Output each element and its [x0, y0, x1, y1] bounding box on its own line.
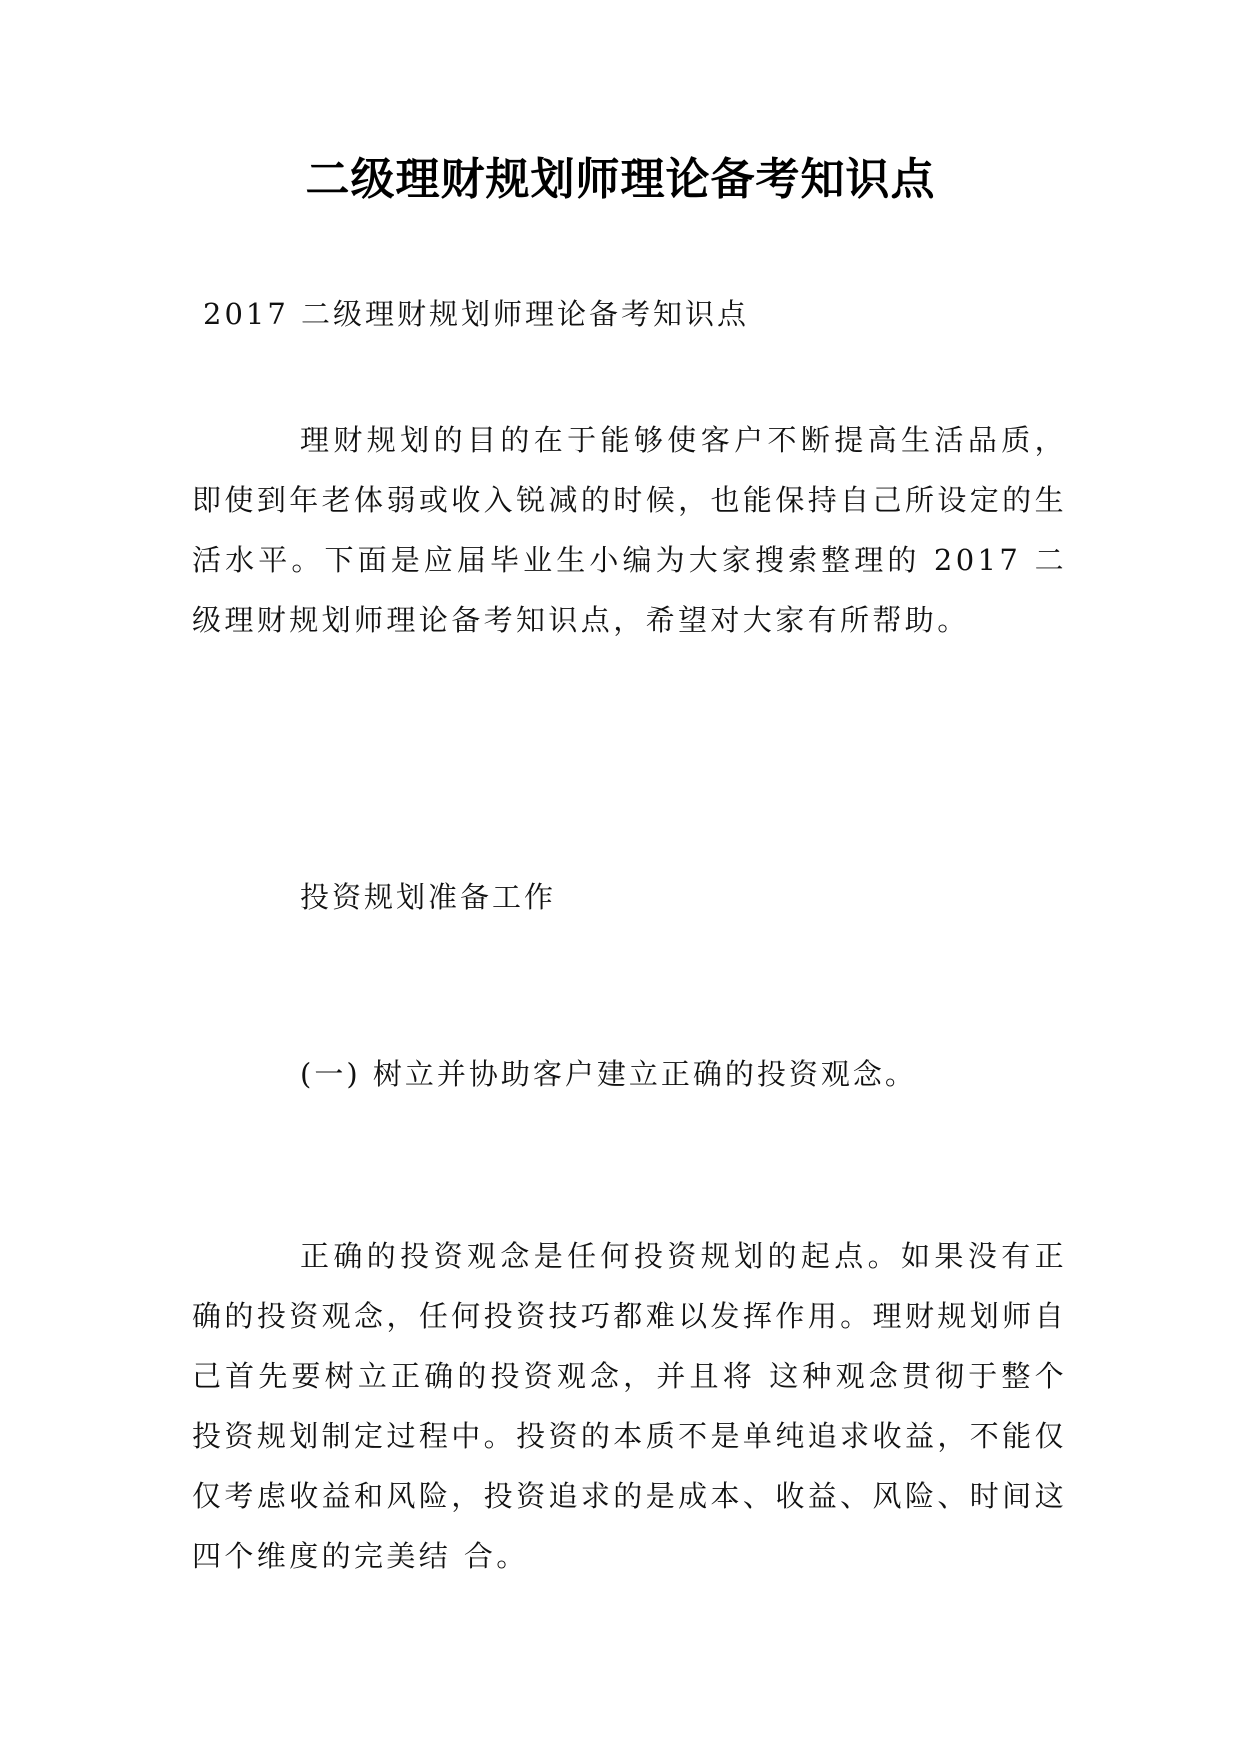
intro-paragraph: 理财规划的目的在于能够使客户不断提高生活品质，即使到年老体弱或收入锐减的时候，也能保持自己所设定的生活水平。下面是应届毕业生小编为大家搜索整理的 2017 二级理财规划师理论备考知识点，希望对大家有所帮助。: [192, 423, 1067, 637]
section-heading: 投资规划准备工作: [300, 880, 557, 914]
body-paragraph: 正确的投资观念是任何投资规划的起点。如果没有正确的投资观念，任何投资技巧都难以发挥作用。理财规划师自己首先要树立正确的投资观念，并且将 这种观念贯彻于整个投资规划制定过程中。投资的本质不是单纯追求收益，不能仅仅考虑收益和风险，投资追求的是成本、收益、风险、时间这四个维度的完美结 合。: [192, 1239, 1067, 1573]
subsection-heading: (一) 树立并协助客户建立正确的投资观念。: [300, 1057, 917, 1091]
document-subtitle: 2017 二级理财规划师理论备考知识点: [203, 297, 750, 331]
document-title: 二级理财规划师理论备考知识点: [305, 154, 936, 205]
